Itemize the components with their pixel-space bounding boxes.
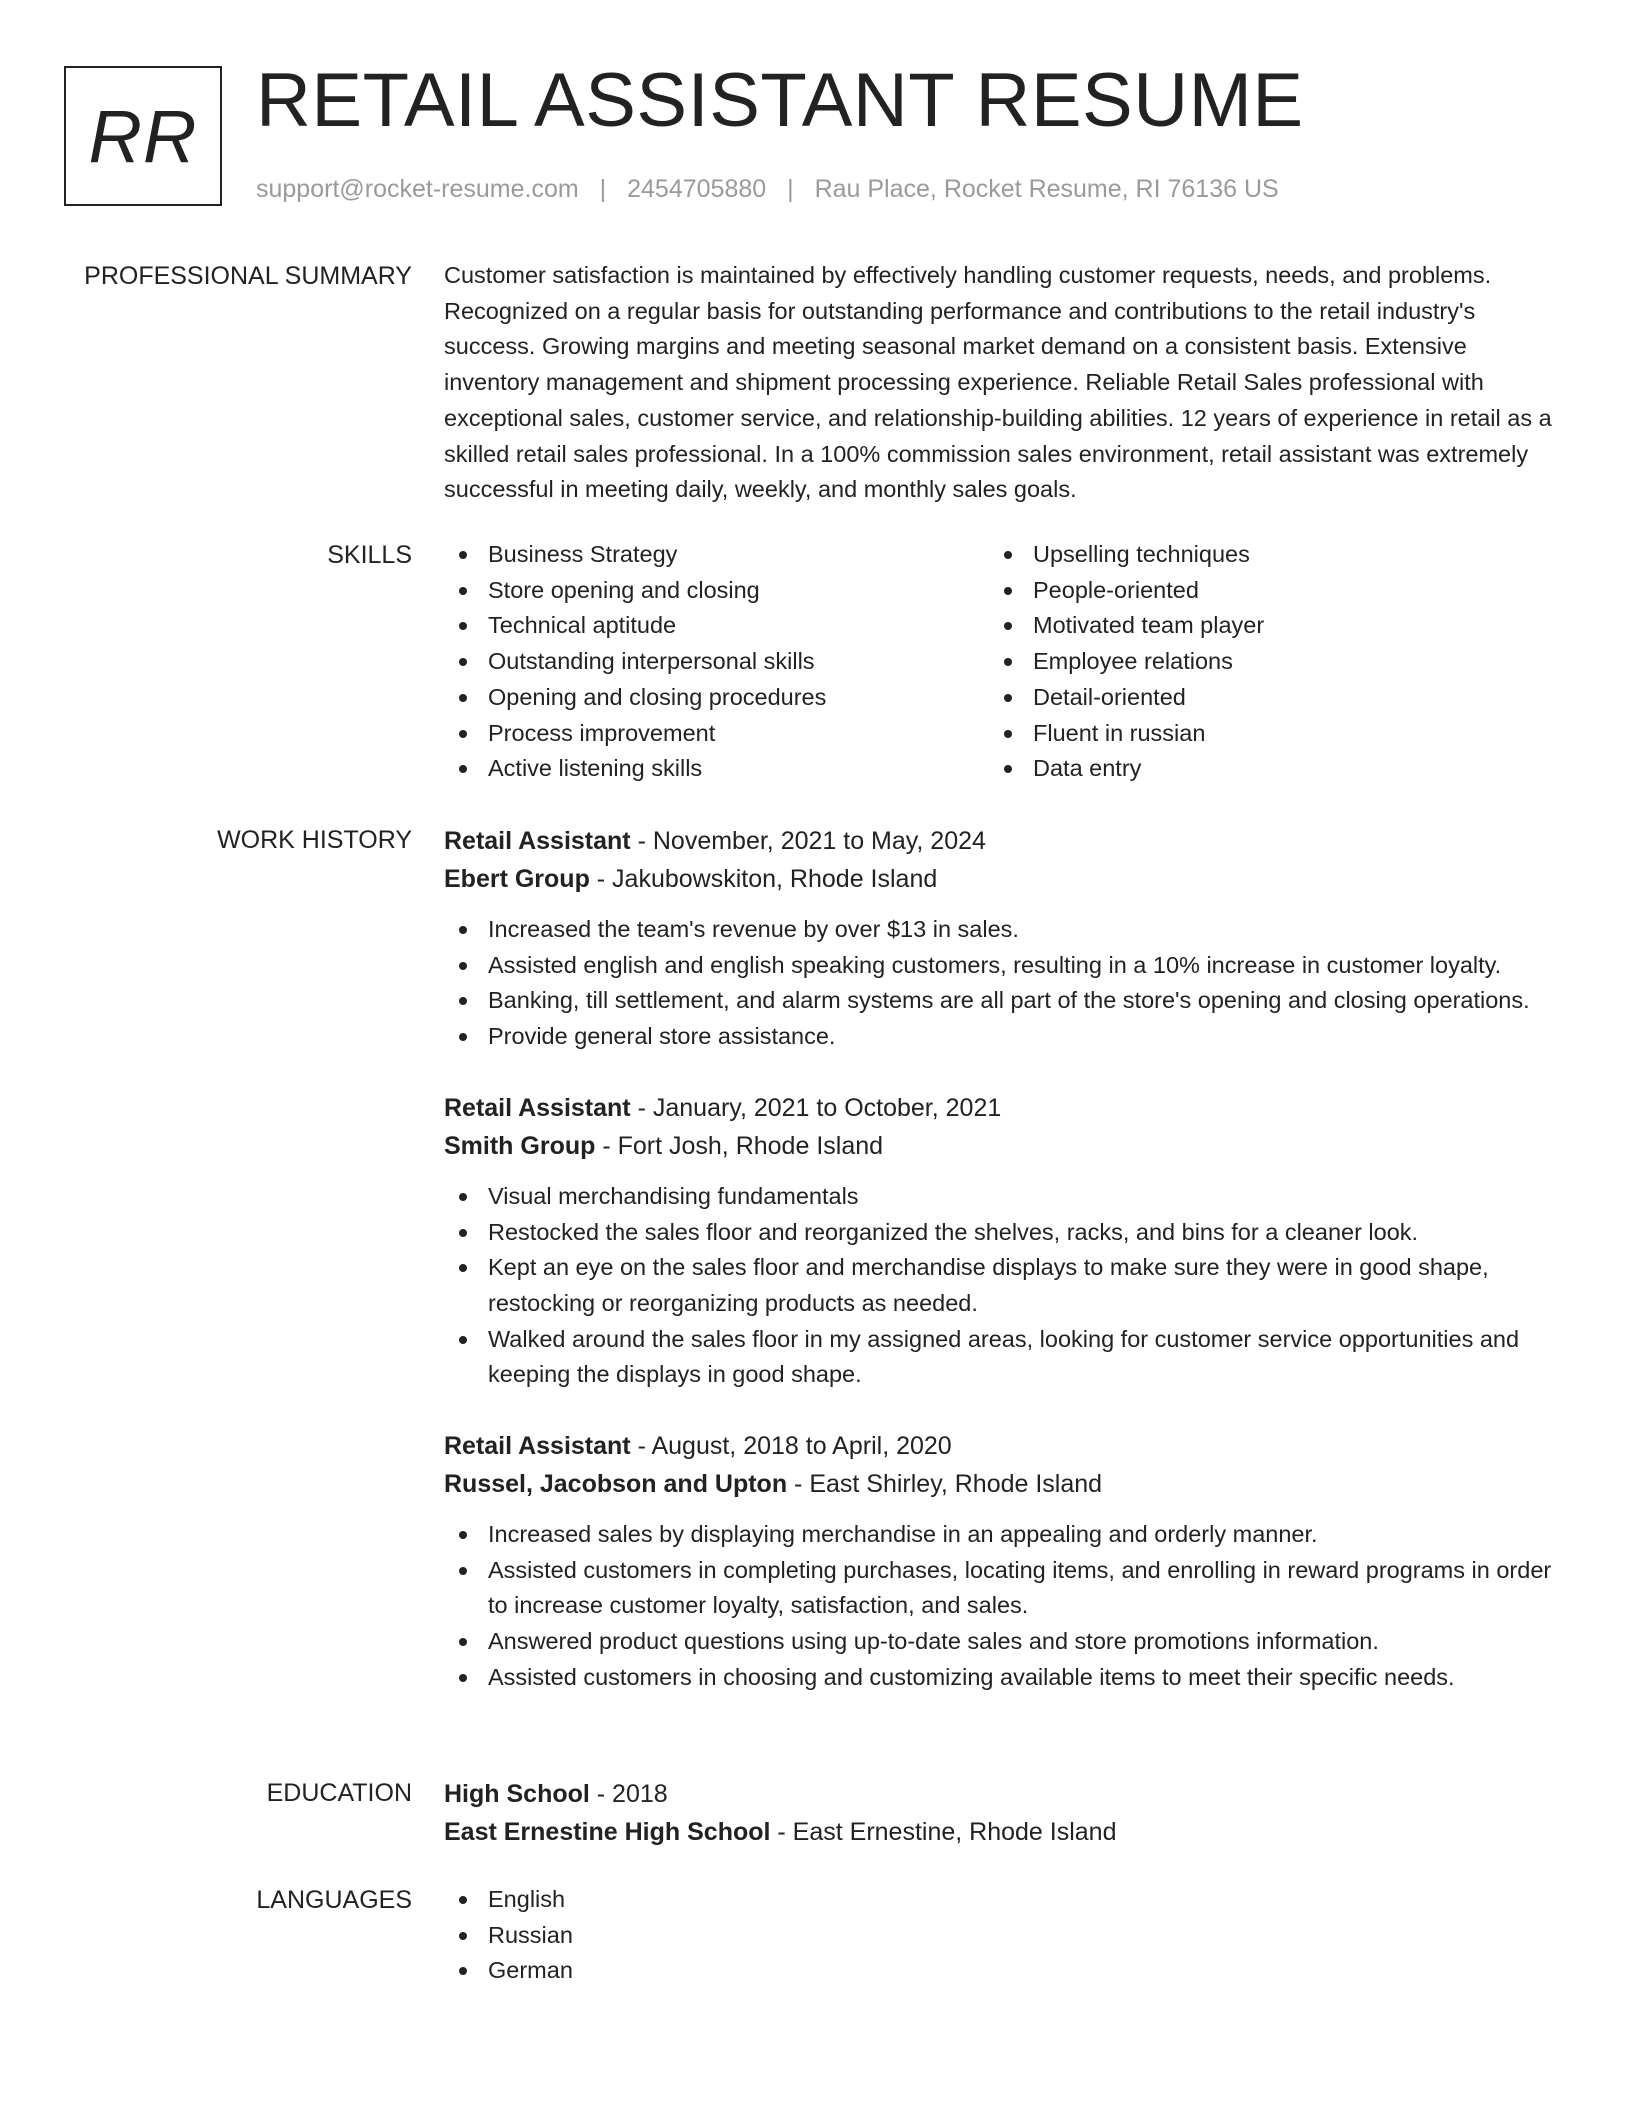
- education-heading: EDUCATION: [266, 1779, 412, 1807]
- education-school-line: [444, 1813, 1564, 1851]
- skill-item: Upselling techniques: [989, 537, 1534, 573]
- work-history-heading: WORK HISTORY: [217, 826, 412, 854]
- bullet-dot: [459, 926, 467, 934]
- job-location: - Jakubowskiton, Rhode Island: [589, 865, 938, 893]
- skill-item: People-oriented: [989, 573, 1534, 609]
- summary-text: Customer satisfaction is maintained by effectively handling customer requests, needs, and problems. Recognized on a regular basis for outstanding performance and contributions to the retail industry's success. Growing margins and meeting seasonal market demand on a consistent basis. Extensive inventory management and shipment processing experience. Reliable Retail Sales professional with exceptional sales, customer service, and relationship-building abilities. 12 years of experience in retail as a skilled retail sales professional. In a 100% commission sales environment, retail assistant was extremely successful in meeting daily, weekly, and monthly sales goals.: [444, 262, 1552, 503]
- bullet-dot: [459, 1896, 467, 1904]
- bullet-dot: [459, 1567, 467, 1575]
- duty-item: Restocked the sales floor and reorganized the shelves, racks, and bins for a cleaner look.: [444, 1215, 1564, 1251]
- bullet-dot: [459, 551, 467, 559]
- job-title: Retail Assistant: [444, 827, 631, 855]
- skill-item: Outstanding interpersonal skills: [444, 644, 989, 680]
- languages-list: [444, 1882, 1564, 1989]
- bullet-dot: [459, 1531, 467, 1539]
- job-duties: [444, 1517, 1564, 1696]
- contact-line: [256, 172, 1279, 206]
- skill-item: Opening and closing procedures: [444, 680, 989, 716]
- skill-item: Business Strategy: [444, 537, 989, 573]
- duty-item: Banking, till settlement, and alarm systems are all part of the store's opening and closing operations.: [444, 983, 1564, 1019]
- skill-item: Active listening skills: [444, 751, 989, 787]
- skill-item: Fluent in russian: [989, 716, 1534, 752]
- job-entry: [444, 1089, 1564, 1393]
- job-title: Retail Assistant: [444, 1093, 631, 1122]
- bullet-dot: [1004, 694, 1012, 702]
- job-duties: [444, 912, 1564, 1055]
- bullet-dot: [459, 622, 467, 630]
- education-location: - East Ernestine, Rhode Island: [770, 1818, 1117, 1846]
- languages-body: [444, 1882, 1564, 1989]
- job-title-line: [444, 1427, 1564, 1465]
- skill-item: Detail-oriented: [989, 680, 1534, 716]
- skills-list-right: [989, 537, 1534, 787]
- duty-item: Walked around the sales floor in my assigned areas, looking for customer service opportunities and keeping the displays in good shape.: [444, 1322, 1564, 1393]
- language-item: Russian: [444, 1918, 1564, 1954]
- contact-separator: |: [599, 175, 607, 203]
- bullet-dot: [1004, 658, 1012, 666]
- bullet-dot: [459, 658, 467, 666]
- bullet-dot: [459, 1033, 467, 1041]
- skill-item: Technical aptitude: [444, 608, 989, 644]
- languages-heading: LANGUAGES: [256, 1886, 412, 1914]
- bullet-dot: [459, 962, 467, 970]
- contact-separator: |: [787, 175, 794, 203]
- job-title-line: [444, 1089, 1564, 1127]
- duty-item: Assisted english and english speaking customers, resulting in a 10% increase in customer loyalty.: [444, 948, 1564, 984]
- job-company-line: [444, 1465, 1564, 1503]
- job-company-line: [444, 860, 1564, 898]
- bullet-dot: [459, 1336, 467, 1344]
- skill-item: Data entry: [989, 751, 1534, 787]
- bullet-dot: [1004, 622, 1012, 630]
- bullet-dot: [459, 997, 467, 1005]
- bullet-dot: [459, 1638, 467, 1646]
- skill-item: Store opening and closing: [444, 573, 989, 609]
- job-entry: [444, 1427, 1564, 1696]
- duty-item: Assisted customers in completing purchases, locating items, and enrolling in reward programs in order to increase customer loyalty, satisfaction, and sales.: [444, 1553, 1564, 1624]
- bullet-dot: [459, 587, 467, 595]
- resume-title: RETAIL ASSISTANT RESUME: [256, 58, 1304, 143]
- duty-item: Assisted customers in choosing and customizing available items to meet their specific needs.: [444, 1660, 1564, 1696]
- job-location: - Fort Josh, Rhode Island: [595, 1131, 884, 1160]
- education-school: East Ernestine High School: [444, 1818, 771, 1846]
- job-dates: - August, 2018 to April, 2020: [630, 1432, 952, 1461]
- bullet-dot: [459, 1193, 467, 1201]
- duty-item: Kept an eye on the sales floor and merchandise displays to make sure they were in good shape, restocking or reorganizing products as needed.: [444, 1250, 1564, 1321]
- bullet-dot: [1004, 765, 1012, 773]
- job-title: Retail Assistant: [444, 1432, 631, 1461]
- bullet-dot: [459, 1229, 467, 1237]
- duty-item: Visual merchandising fundamentals: [444, 1179, 1564, 1215]
- duty-item: Increased the team's revenue by over $13 in sales.: [444, 912, 1564, 948]
- bullet-dot: [1004, 551, 1012, 559]
- bullet-dot: [459, 765, 467, 773]
- bullet-dot: [459, 730, 467, 738]
- job-duties: [444, 1179, 1564, 1393]
- language-item: English: [444, 1882, 1564, 1918]
- work-history-body: [444, 822, 1564, 1730]
- contact-email: support@rocket-resume.com: [256, 175, 579, 203]
- skills-heading: SKILLS: [327, 541, 412, 569]
- education-year: - 2018: [589, 1780, 668, 1808]
- bullet-dot: [459, 1674, 467, 1682]
- skill-item: Employee relations: [989, 644, 1534, 680]
- job-company: Ebert Group: [444, 865, 590, 893]
- skills-body: [444, 537, 1564, 787]
- duty-item: Provide general store assistance.: [444, 1019, 1564, 1055]
- skill-item: Process improvement: [444, 716, 989, 752]
- bullet-dot: [459, 1932, 467, 1940]
- job-location: - East Shirley, Rhode Island: [787, 1470, 1103, 1499]
- summary-heading: PROFESSIONAL SUMMARY: [84, 262, 412, 290]
- summary-body: [444, 258, 1564, 508]
- education-degree-line: [444, 1775, 1564, 1813]
- bullet-dot: [459, 1967, 467, 1975]
- job-company-line: [444, 1127, 1564, 1165]
- contact-phone: 2454705880: [627, 175, 767, 203]
- education-degree: High School: [444, 1780, 590, 1808]
- job-company: Smith Group: [444, 1131, 596, 1160]
- bullet-dot: [459, 694, 467, 702]
- job-dates: - November, 2021 to May, 2024: [630, 827, 986, 855]
- bullet-dot: [1004, 730, 1012, 738]
- monogram-logo: RR: [64, 66, 222, 206]
- skills-list-left: [444, 537, 989, 787]
- bullet-dot: [459, 1264, 467, 1272]
- duty-item: Answered product questions using up-to-date sales and store promotions information.: [444, 1624, 1564, 1660]
- skill-item: Motivated team player: [989, 608, 1534, 644]
- job-entry: [444, 822, 1564, 1055]
- language-item: German: [444, 1953, 1564, 1989]
- education-body: [444, 1775, 1564, 1851]
- job-company: Russel, Jacobson and Upton: [444, 1470, 788, 1499]
- contact-address: Rau Place, Rocket Resume, RI 76136 US: [814, 175, 1279, 203]
- job-dates: - January, 2021 to October, 2021: [630, 1093, 1002, 1122]
- job-title-line: [444, 822, 1564, 860]
- bullet-dot: [1004, 587, 1012, 595]
- duty-item: Increased sales by displaying merchandise in an appealing and orderly manner.: [444, 1517, 1564, 1553]
